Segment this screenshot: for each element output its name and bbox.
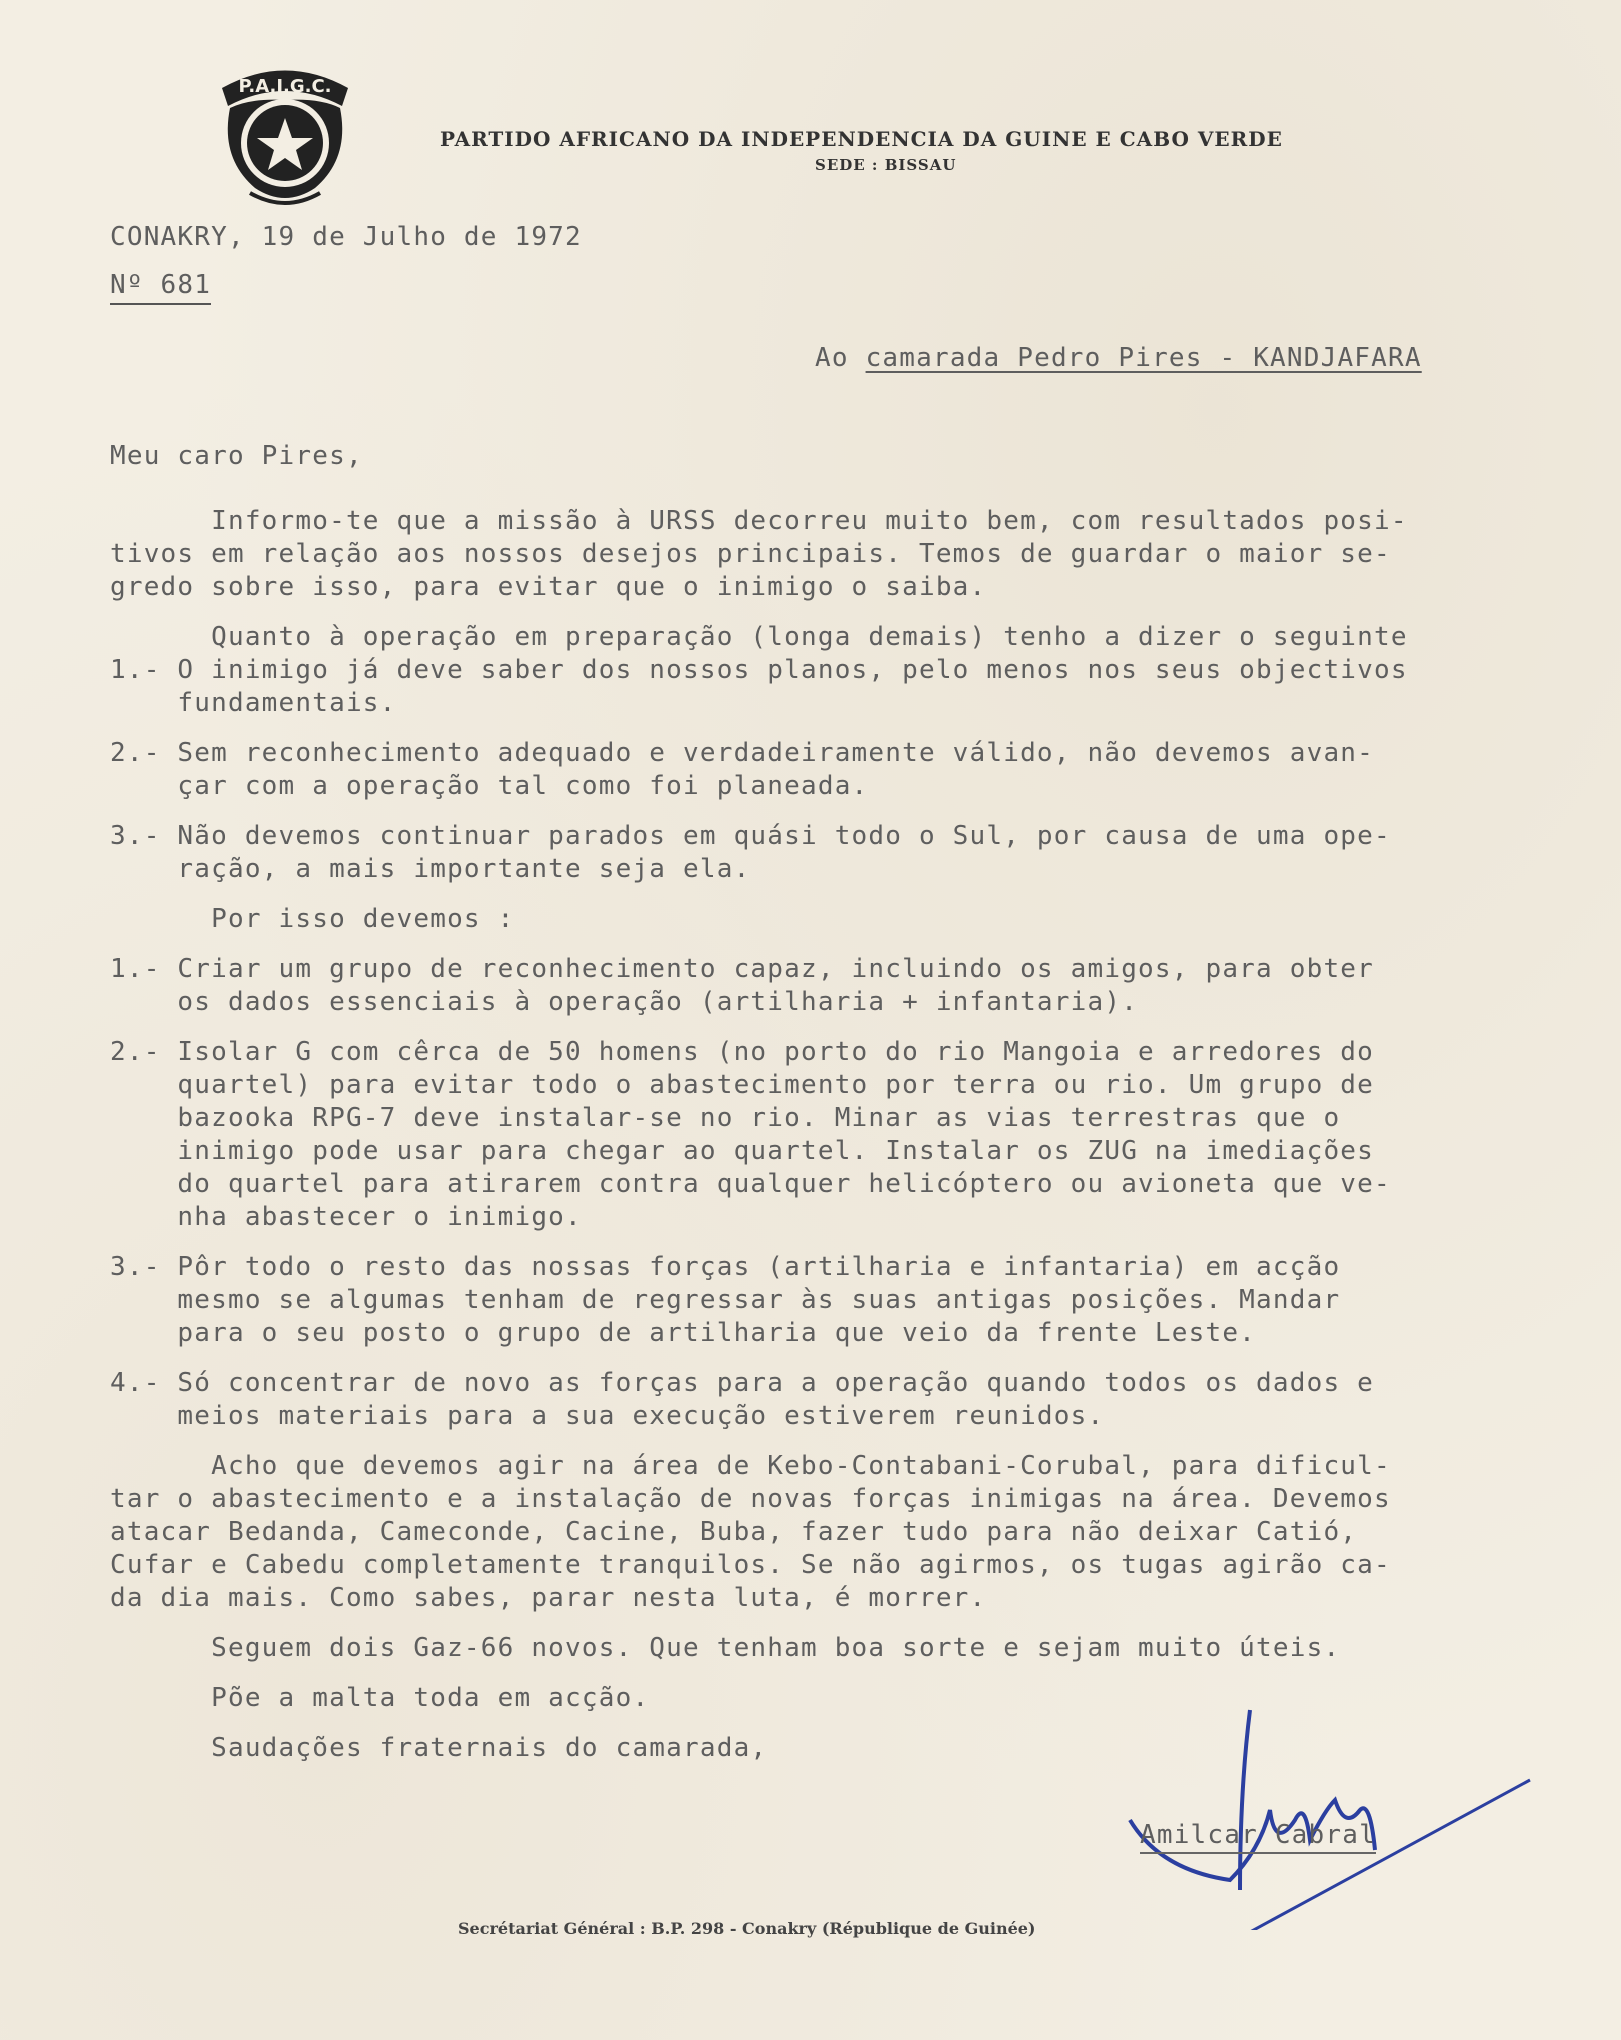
addressee-prefix: Ao: [815, 343, 866, 373]
letter-line: Informo-te que a missão à URSS decorreu muito bem, com resultados posi-: [110, 506, 1408, 536]
letter-line: quartel) para evitar todo o abastecimento por terra ou rio. Um grupo de: [110, 1070, 1374, 1100]
paragraph-gap: [110, 720, 1615, 737]
organization-seat: SEDE : BISSAU: [815, 156, 957, 174]
paragraph-gap: [110, 1665, 1615, 1682]
letter-number: Nº 681: [110, 270, 211, 305]
paragraph-gap: [110, 1433, 1615, 1450]
letter-line: 1.- O inimigo já deve saber dos nossos planos, pelo menos nos seus objectivos: [110, 655, 1408, 685]
letter-line: 2.- Sem reconhecimento adequado e verdadeiramente válido, não devemos avan-: [110, 738, 1374, 768]
letter-line: atacar Bedanda, Cameconde, Cacine, Buba, fazer tudo para não deixar Catió,: [110, 1517, 1358, 1547]
paragraph-gap: [110, 1615, 1615, 1632]
letter-body: [110, 505, 1615, 1765]
letter-line: nha abastecer o inimigo.: [110, 1202, 582, 1232]
letter-line: bazooka RPG-7 deve instalar-se no rio. Minar as vias terrestras que o: [110, 1103, 1341, 1133]
addressee-name: camarada Pedro Pires - KANDJAFARA: [865, 343, 1422, 373]
paragraph-gap: [110, 886, 1615, 903]
letter-line: Quanto à operação em preparação (longa demais) tenho a dizer o seguinte: [110, 622, 1408, 652]
letter-line: ração, a mais importante seja ela.: [110, 854, 751, 884]
signature-name: Amilcar Cabral: [1140, 1820, 1376, 1854]
letter-line: da dia mais. Como sabes, parar nesta luta, é morrer.: [110, 1583, 987, 1613]
letter-line: Põe a malta toda em acção.: [110, 1683, 650, 1713]
letter-line: para o seu posto o grupo de artilharia que veio da frente Leste.: [110, 1318, 1257, 1348]
paragraph-gap: [110, 1234, 1615, 1251]
paragraph-gap: [110, 936, 1615, 953]
letter-line: meios materiais para a sua execução estiverem reunidos.: [110, 1401, 1105, 1431]
letter-line: tivos em relação aos nossos desejos principais. Temos de guardar o maior se-: [110, 539, 1391, 569]
letter-line: 1.- Criar um grupo de reconhecimento capaz, incluindo os amigos, para obter: [110, 954, 1374, 984]
letter-line: Cufar e Cabedu completamente tranquilos. Se não agirmos, os tugas agirão ca-: [110, 1550, 1391, 1580]
letter-line: 3.- Pôr todo o resto das nossas forças (artilharia e infantaria) em acção: [110, 1252, 1341, 1282]
addressee: [815, 343, 1422, 373]
footer-address: Secrétariat Général : B.P. 298 - Conakry (République de Guinée): [458, 1919, 1036, 1938]
logo-text: P.A.I.G.C.: [238, 76, 332, 97]
letter-line: do quartel para atirarem contra qualquer helicóptero ou avioneta que ve-: [110, 1169, 1391, 1199]
letter-line: mesmo se algumas tenham de regressar às suas antigas posições. Mandar: [110, 1285, 1341, 1315]
paragraph-gap: [110, 1350, 1615, 1367]
letter-line: Seguem dois Gaz-66 novos. Que tenham boa sorte e sejam muito úteis.: [110, 1633, 1341, 1663]
letter-line: tar o abastecimento e a instalação de novas forças inimigas na área. Devemos: [110, 1484, 1391, 1514]
letter-line: os dados essenciais à operação (artilharia + infantaria).: [110, 987, 1139, 1017]
paigc-emblem-icon: [200, 48, 370, 208]
letter-line: çar com a operação tal como foi planeada.: [110, 771, 869, 801]
letter-line: Acho que devemos agir na área de Kebo-Contabani-Corubal, para dificul-: [110, 1451, 1391, 1481]
paragraph-gap: [110, 803, 1615, 820]
paragraph-gap: [110, 604, 1615, 621]
letter-line: 2.- Isolar G com cêrca de 50 homens (no porto do rio Mangoia e arredores do: [110, 1037, 1374, 1067]
handwritten-signature-icon: [1120, 1700, 1540, 1930]
letter-line: 4.- Só concentrar de novo as forças para a operação quando todos os dados e: [110, 1368, 1374, 1398]
letter-line: Por isso devemos :: [110, 904, 515, 934]
organization-name: PARTIDO AFRICANO DA INDEPENDENCIA DA GUINE E CABO VERDE: [440, 127, 1283, 151]
letter-line: fundamentais.: [110, 688, 397, 718]
letter-line: inimigo pode usar para chegar ao quartel. Instalar os ZUG na imediações: [110, 1136, 1374, 1166]
greeting: Meu caro Pires,: [110, 441, 363, 471]
letter-line: gredo sobre isso, para evitar que o inimigo o saiba.: [110, 572, 987, 602]
letter-line: 3.- Não devemos continuar parados em quási todo o Sul, por causa de uma ope-: [110, 821, 1391, 851]
letter-line: Saudações fraternais do camarada,: [110, 1733, 768, 1763]
paragraph-gap: [110, 1019, 1615, 1036]
place-date: CONAKRY, 19 de Julho de 1972: [110, 222, 582, 252]
